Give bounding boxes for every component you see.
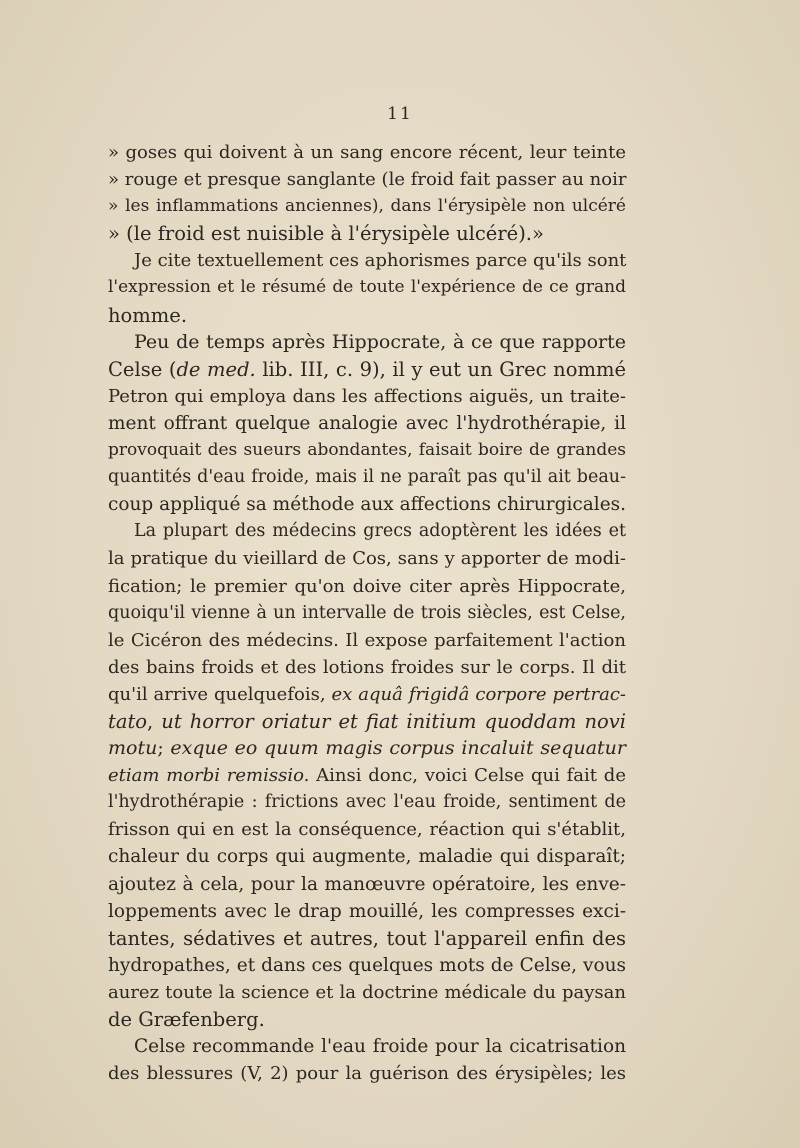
- text-line: [108, 302, 626, 329]
- text-line: [108, 979, 626, 1006]
- text-line: [108, 1060, 626, 1087]
- text-line: [108, 464, 626, 491]
- text-line: [108, 654, 626, 681]
- text-line: [108, 247, 626, 274]
- text-segment: Petron qui employa dans les affections aiguës, un traite-: [108, 385, 626, 407]
- text-segment: tantes, sédatives et autres, tout l'appareil enfin des: [108, 926, 626, 950]
- italic-text-segment: etiam morbi remissio.: [108, 765, 310, 787]
- text-line: [108, 681, 626, 708]
- text-segment: » les inflammations anciennes), dans l'érysipèle non ulcéré: [108, 196, 626, 217]
- text-segment: Celse recommande l'eau froide pour la cicatrisation: [134, 1036, 626, 1058]
- italic-text-segment: de med.: [176, 357, 256, 381]
- text-line: [108, 193, 626, 220]
- text-line: [108, 518, 626, 545]
- text-segment: Je cite textuellement ces aphorismes parce qu'ils sont: [134, 250, 627, 272]
- text-line: [108, 383, 626, 410]
- text-line: [108, 545, 626, 572]
- text-line: [108, 274, 626, 301]
- text-segment: hydropathes, et dans ces quelques mots de Celse, vous: [108, 954, 626, 976]
- text-segment: quoiqu'il vienne à un intervalle de trois siècles, est Celse,: [108, 602, 626, 623]
- text-segment: aurez toute la science et la doctrine médicale du paysan: [108, 981, 626, 1003]
- text-line: [108, 789, 626, 816]
- text-line: [108, 1006, 626, 1033]
- italic-text-segment: exque eo quum magis corpus incaluit sequatur: [170, 737, 626, 760]
- text-line: [108, 329, 626, 356]
- text-line: [108, 220, 626, 247]
- text-segment: provoquait des sueurs abondantes, faisait boire de grandes: [108, 440, 626, 461]
- text-segment: loppements avec le drap mouillé, les compresses exci-: [108, 900, 626, 922]
- text-line: [108, 871, 626, 898]
- text-segment: La plupart des médecins grecs adoptèrent les idées et: [134, 521, 626, 542]
- text-segment: Ainsi donc, voici Celse qui fait de: [309, 765, 626, 787]
- text-segment: l'hydrothérapie : frictions avec l'eau froide, sentiment de: [108, 792, 626, 813]
- text-line: [108, 627, 626, 654]
- page-number: 11: [387, 104, 413, 124]
- text-segment: ;: [157, 737, 171, 760]
- text-segment: homme.: [108, 303, 188, 327]
- text-segment: Celse (: [108, 357, 177, 381]
- text-segment: qu'il arrive quelquefois,: [108, 683, 332, 705]
- text-line: [108, 708, 626, 735]
- text-line: [108, 600, 626, 627]
- italic-text-segment: ut horror oriatur et fiat initium quoddam novi: [161, 709, 627, 733]
- text-line: [108, 410, 626, 437]
- text-segment: ajoutez à cela, pour la manœuvre opératoire, les enve-: [108, 873, 626, 895]
- italic-text-segment: tato: [108, 709, 148, 733]
- text-line: [108, 166, 626, 193]
- text-segment: quantités d'eau froide, mais il ne paraît pas qu'il ait beau-: [108, 467, 626, 488]
- text-segment: des blessures (V, 2) pour la guérison des érysipèles; les: [108, 1063, 626, 1085]
- text-segment: la pratique du vieillard de Cos, sans y apporter de modi-: [108, 548, 626, 570]
- text-segment: ,: [147, 709, 162, 733]
- text-segment: Peu de temps après Hippocrate, à ce que rapporte: [134, 330, 626, 353]
- italic-text-segment: ex aquâ frigidâ corpore pertrac-: [331, 683, 626, 705]
- text-segment: chaleur du corps qui augmente, maladie qui disparaît;: [108, 846, 626, 868]
- text-segment: le Cicéron des médecins. Il expose parfaitement l'action: [108, 629, 626, 651]
- text-line: [108, 762, 626, 789]
- text-line: [108, 898, 626, 925]
- text-segment: » (le froid est nuisible à l'érysipèle ulcéré).»: [108, 222, 544, 246]
- text-segment: l'expression et le résumé de toute l'expérience de ce grand: [108, 277, 626, 298]
- text-line: [108, 735, 626, 762]
- body-text: [108, 139, 626, 1087]
- text-line: [108, 573, 626, 600]
- text-line: [108, 491, 626, 518]
- text-segment: des bains froids et des lotions froides sur le corps. Il dit: [108, 656, 626, 678]
- text-line: [108, 925, 626, 952]
- text-segment: » goses qui doivent à un sang encore récent, leur teinte: [108, 142, 626, 163]
- text-segment: lib. III, c. 9), il y eut un Grec nommé: [255, 357, 626, 381]
- text-segment: » rouge et presque sanglante (le froid fait passer au noir: [108, 169, 627, 191]
- text-line: [108, 437, 626, 464]
- text-line: [108, 356, 626, 383]
- text-segment: frisson qui en est la conséquence, réaction qui s'établit,: [108, 819, 626, 841]
- text-line: [108, 952, 626, 979]
- text-line: [108, 816, 626, 843]
- text-line: [108, 139, 626, 166]
- text-segment: fication; le premier qu'on doive citer après Hippocrate,: [108, 575, 626, 597]
- italic-text-segment: motu: [108, 737, 158, 760]
- text-line: [108, 1033, 626, 1060]
- text-segment: coup appliqué sa méthode aux affections chirurgicales.: [108, 494, 627, 516]
- text-segment: de Græfenberg.: [108, 1008, 265, 1031]
- text-line: [108, 843, 626, 870]
- text-segment: ment offrant quelque analogie avec l'hydrothérapie, il: [108, 412, 626, 434]
